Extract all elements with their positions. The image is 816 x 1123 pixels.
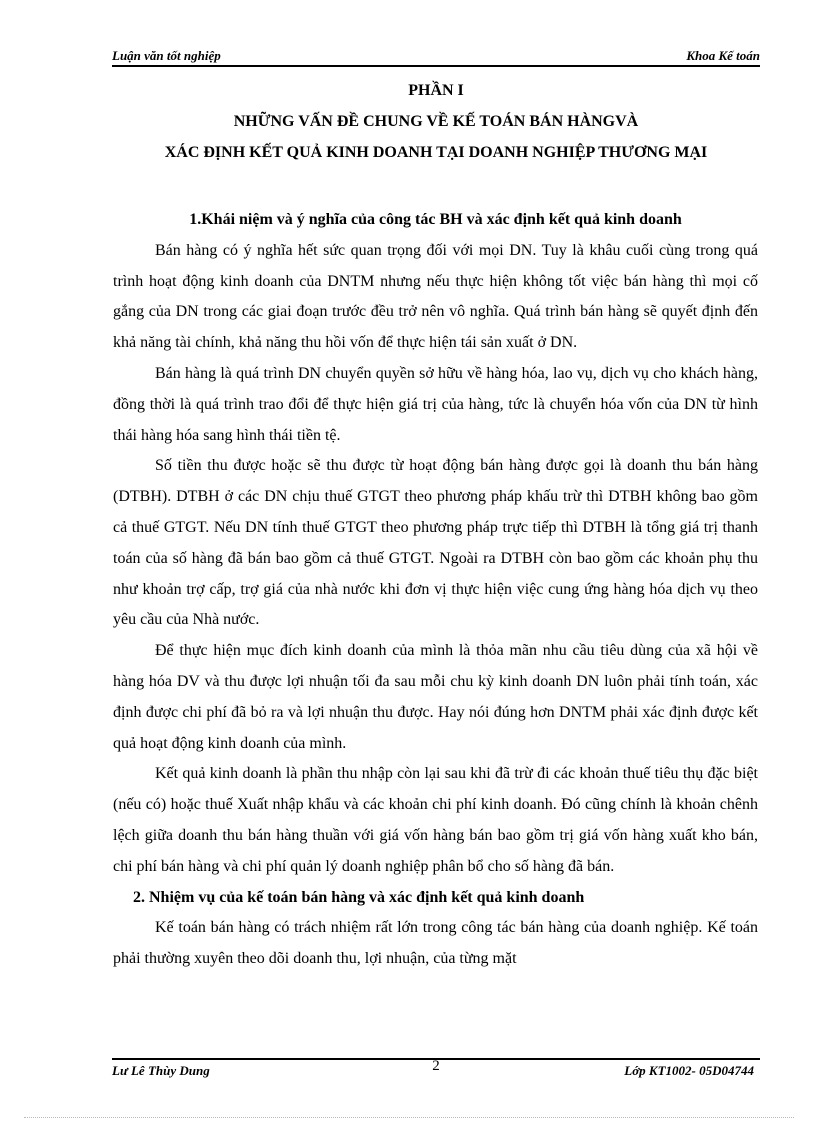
page-footer [112,1058,760,1078]
footer-class: Lớp KT1002- 05D04744 [624,1063,754,1078]
chapter-title-line-1: NHỮNG VẤN ĐỀ CHUNG VỀ KẾ TOÁN BÁN HÀNGVÀ [233,113,639,130]
document-body [113,205,758,975]
section-2-heading: 2. Nhiệm vụ của kế toán bán hàng và xác định kết quả kinh doanh [133,888,585,906]
page-bottom-divider [24,1117,794,1118]
header-right-text: Khoa Kế toán [686,48,760,63]
chapter-titles [112,75,760,168]
chapter-title-line-2: XÁC ĐỊNH KẾT QUẢ KINH DOANH TẠI DOANH NGHIỆP THƯƠNG MẠI [164,144,708,161]
paragraph: Bán hàng là quá trình DN chuyển quyền sở hữu về hàng hóa, lao vụ, dịch vụ cho khách hàng, đồng thời là quá trình trao đổi để thực hiện giá trị của hàng, tức là chuyển hóa vốn của DN từ hình thái hàng hóa sang hình thái tiền tệ. [113,364,758,444]
paragraph: Kết quả kinh doanh là phần thu nhập còn lại sau khi đã trừ đi các khoản thuế tiêu thụ đặc biệt (nếu có) hoặc thuế Xuất nhập khẩu và các khoản chi phí kinh doanh. Đó cũng chính là khoản chênh lệch giữa doanh thu bán hàng thuần với giá vốn hàng bán bao gồm trị giá vốn hàng xuất kho bán, chi phí bán hàng và chi phí quản lý doanh nghiệp phân bổ cho số hàng đã bán. [113,765,758,875]
section-1-heading: 1.Khái niệm và ý nghĩa của công tác BH và xác định kết quả kinh doanh [189,211,682,228]
paragraph: Để thực hiện mục đích kinh doanh của mình là thỏa mãn nhu cầu tiêu dùng của xã hội về hàng hóa DV và thu được lợi nhuận tối đa sau mỗi chu kỳ kinh doanh DN luôn phải tính toán, xác định được chi phí đã bỏ ra và lợi nhuận thu được. Hay nói đúng hơn DNTM phải xác định được kết quả hoạt động kinh doanh của mình. [113,642,758,752]
paragraph: Số tiền thu được hoặc sẽ thu được từ hoạt động bán hàng được gọi là doanh thu bán hàng (DTBH). DTBH ở các DN chịu thuế GTGT theo phương pháp khấu trừ thì DTBH không bao gồm cả thuế GTGT. Nếu DN tính thuế GTGT theo phương pháp trực tiếp thì DTBH là tổng giá trị thanh toán của số hàng đã bán bao gồm cả thuế GTGT. Ngoài ra DTBH còn bao gồm các khoản phụ thu như khoản trợ cấp, trợ giá của nhà nước khi đơn vị thực hiện việc cung ứng hàng hóa dịch vụ theo yêu cầu của Nhà nước. [113,457,758,629]
page-header [112,47,760,67]
paragraph: Bán hàng có ý nghĩa hết sức quan trọng đối với mọi DN. Tuy là khâu cuối cùng trong quá trình hoạt động kinh doanh của DNTM nhưng nếu thực hiện không tốt việc bán hàng thì mọi cố gắng của DN trong các giai đoạn trước đều trở nên vô nghĩa. Quá trình bán hàng sẽ quyết định đến khả năng tài chính, khả năng thu hồi vốn để thực hiện tái sản xuất ở DN. [113,241,758,352]
chapter-number: PHẦN I [408,82,464,99]
paragraph: Kế toán bán hàng có trách nhiệm rất lớn trong công tác bán hàng của doanh nghiệp. Kế toán phải thường xuyên theo dõi doanh thu, lợi nhuận, của từng mặt [113,919,758,968]
header-left-text: Luận văn tốt nghiệp [112,48,221,63]
footer-author: Lư Lê Thùy Dung [112,1063,210,1078]
page-number: 2 [432,1058,440,1074]
